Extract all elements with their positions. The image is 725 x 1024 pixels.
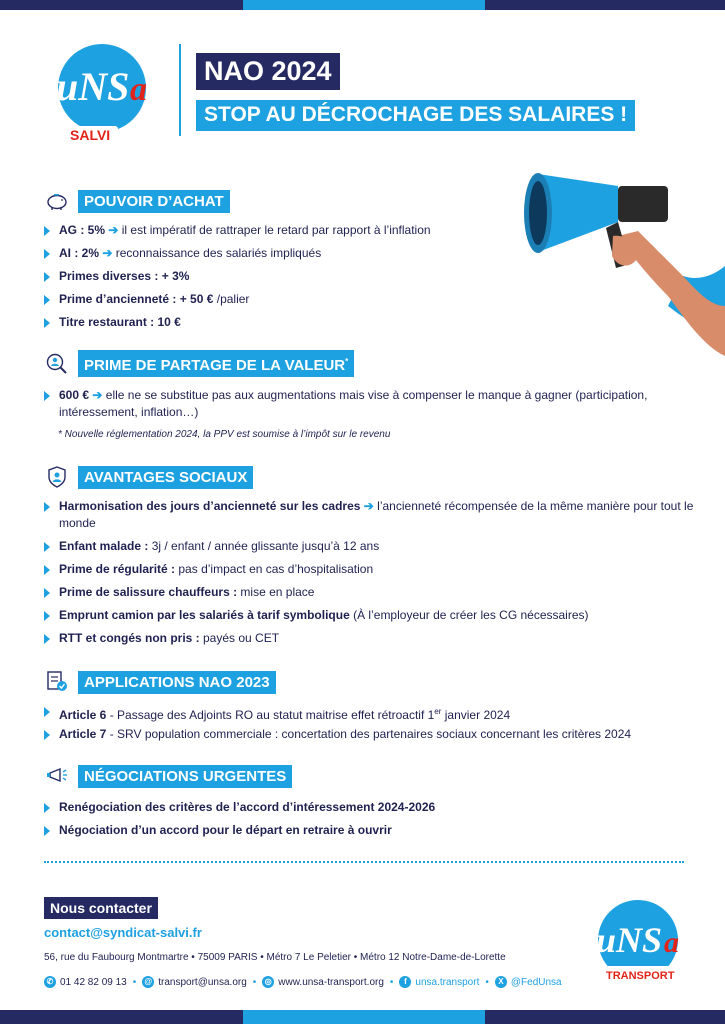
list-item: Prime de régularité : pas d’impact en cas d’hospitalisation [44,561,694,578]
facebook-icon: f [399,976,411,988]
section-avantages [44,465,253,489]
contact-x[interactable]: @FedUnsa [510,976,562,988]
top-color-bar [0,0,725,10]
list-item: AG : 5% ➔ il est impératif de rattraper le retard par rapport à l’inflation [44,222,694,239]
contact-details: ✆ 01 42 82 09 13 • @ transport@unsa.org • ◎ www.unsa-transport.org • f unsa.transport • X @FedUnsa [44,976,562,988]
list-item: RTT et congés non pris : payés ou CET [44,630,694,647]
svg-text:a: a [664,926,679,959]
svg-text:a: a [130,71,147,108]
unsa-transport-logo [588,896,692,992]
contact-web[interactable]: www.unsa-transport.org [278,976,384,988]
bottom-color-bar [0,1010,725,1024]
dotted-divider [44,861,684,863]
contact-email-link[interactable]: contact@syndicat-salvi.fr [44,925,202,940]
section-applications [44,670,276,694]
contact-address: 56, rue du Faubourg Montmartre • 75009 PARIS • Métro 7 Le Peletier • Métro 12 Notre-Dame-de-Lorette [44,952,506,963]
list-item: Article 7 - SRV population commerciale : concertation des partenaires sociaux concernant les critères 2024 [44,726,694,743]
piggy-bank-icon [44,189,70,213]
header-divider [179,44,181,136]
ppv-footnote: * Nouvelle réglementation 2024, la PPV est soumise à l’impôt sur le revenu [58,429,391,440]
section-title: POUVOIR D’ACHAT [78,190,230,213]
list-item: AI : 2% ➔ reconnaissance des salariés impliqués [44,245,694,262]
shield-person-icon [44,465,70,489]
list-item: 600 € ➔ elle ne se substitue pas aux augmentations mais vise à compenser le manque à gagner (participation, intéressement, inflation…) [44,387,694,421]
search-person-icon [44,352,70,376]
list-item: Titre restaurant : 10 € [44,314,694,331]
email-icon: @ [142,976,154,988]
list-item: Négociation d’un accord pour le départ en retraire à ouvrir [44,822,694,839]
unsa-salvi-logo [44,36,160,148]
section-title: APPLICATIONS NAO 2023 [78,671,276,694]
section-title: PRIME DE PARTAGE DE LA VALEUR* [78,350,354,377]
salvi-logo-text: SALVI [70,127,111,143]
list-item: Prime d’ancienneté : + 50 € /palier [44,291,694,308]
list-item: Harmonisation des jours d’ancienneté sur les cadres ➔ l’ancienneté récompensée de la même manière pour tout le monde [44,498,694,532]
list-item: Article 6 - Passage des Adjoints RO au statut maitrise effet rétroactif 1er janvier 2024 [44,703,694,724]
megaphone-small-icon [44,764,70,788]
list-item: Renégociation des critères de l’accord d’intéressement 2024-2026 [44,799,694,816]
section-ppv [44,350,354,377]
svg-text:uNS: uNS [56,64,130,109]
contact-facebook[interactable]: unsa.transport [415,976,480,988]
contact-heading: Nous contacter [44,897,158,919]
section-title: NÉGOCIATIONS URGENTES [78,765,292,788]
page-title: NAO 2024 [196,53,340,90]
contact-mail2[interactable]: transport@unsa.org [158,976,247,988]
section-negociations [44,764,292,788]
transport-logo-text: TRANSPORT [606,970,675,982]
web-icon: ◎ [262,976,274,988]
list-item: Prime de salissure chauffeurs : mise en place [44,584,694,601]
list-item: Enfant malade : 3j / enfant / année glissante jusqu’à 12 ans [44,538,694,555]
page-subtitle: STOP AU DÉCROCHAGE DES SALAIRES ! [196,100,635,131]
phone-icon: ✆ [44,976,56,988]
section-title: AVANTAGES SOCIAUX [78,466,253,489]
list-item: Emprunt camion par les salariés à tarif symbolique (À l’employeur de créer les CG nécessaires) [44,607,694,624]
document-check-icon [44,670,70,694]
section-pouvoir-achat [44,189,230,213]
svg-text:uNS: uNS [596,920,663,960]
contact-phone: 01 42 82 09 13 [60,976,127,988]
x-icon: X [495,976,507,988]
list-item: Primes diverses : + 3% [44,268,694,285]
